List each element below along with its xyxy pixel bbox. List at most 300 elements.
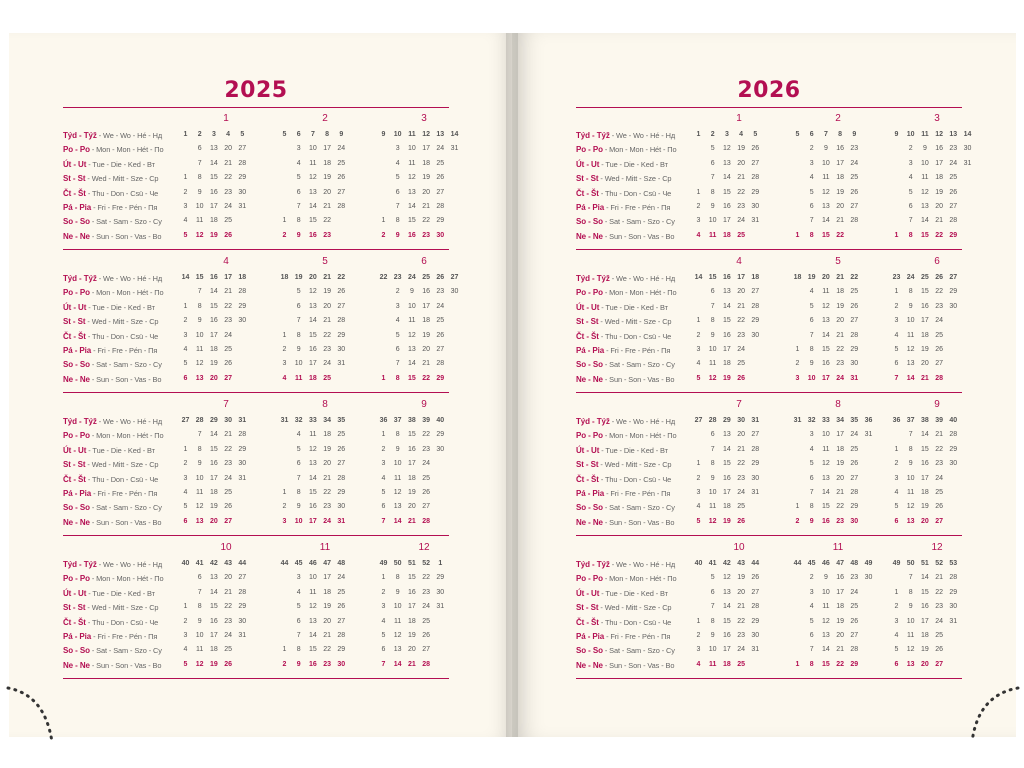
day-label bbox=[576, 475, 671, 484]
day-label-translations: - Mon - Mon - Hét - По bbox=[602, 431, 677, 441]
week-number: 32 bbox=[294, 417, 303, 424]
day-number: 12 bbox=[407, 331, 416, 339]
week-number: 10 bbox=[393, 131, 402, 138]
day-number: 23 bbox=[935, 302, 943, 310]
day-number: 29 bbox=[238, 302, 247, 310]
day-number: 28 bbox=[949, 217, 958, 225]
day-number: 5 bbox=[183, 360, 188, 368]
day-number: 13 bbox=[308, 188, 317, 196]
day-number: 2 bbox=[282, 660, 287, 668]
week-number: 51 bbox=[407, 560, 416, 567]
day-number: 14 bbox=[722, 302, 731, 310]
day-label bbox=[576, 317, 671, 326]
day-number: 29 bbox=[436, 574, 445, 582]
quarter-rule bbox=[576, 678, 962, 679]
week-number: 36 bbox=[864, 417, 873, 424]
day-number: 22 bbox=[737, 317, 745, 325]
day-number: 8 bbox=[197, 445, 202, 453]
day-number: 27 bbox=[850, 632, 859, 639]
day-number: 20 bbox=[224, 145, 232, 153]
day-label-primary: Út - Ut bbox=[576, 159, 600, 169]
day-number: 17 bbox=[722, 646, 731, 654]
day-number: 13 bbox=[821, 632, 830, 639]
day-number: 18 bbox=[209, 346, 218, 353]
day-number: 1 bbox=[696, 617, 701, 625]
day-number: 7 bbox=[908, 217, 913, 225]
day-number: 9 bbox=[197, 188, 202, 196]
day-label-translations: - Wed - Mitt - Sze - Ср bbox=[85, 603, 159, 613]
day-label-primary: Týd - Týž bbox=[63, 560, 97, 569]
day-number: 10 bbox=[407, 145, 416, 153]
day-number: 18 bbox=[209, 489, 218, 496]
month-number: 8 bbox=[322, 399, 328, 410]
day-label-primary: Po - Po bbox=[63, 431, 90, 441]
day-number: 1 bbox=[183, 302, 188, 310]
week-number: 14 bbox=[694, 274, 703, 281]
day-number: 4 bbox=[809, 288, 814, 296]
day-number: 5 bbox=[381, 489, 386, 496]
day-number: 26 bbox=[935, 503, 943, 511]
day-number: 24 bbox=[949, 159, 958, 167]
month-number: 6 bbox=[421, 256, 427, 267]
day-number: 5 bbox=[296, 445, 301, 453]
day-number: 2 bbox=[183, 317, 188, 325]
week-number: 9 bbox=[894, 131, 899, 138]
day-label-primary: Týd - Týž bbox=[576, 417, 610, 426]
week-number: 11 bbox=[408, 131, 416, 138]
day-number: 22 bbox=[323, 217, 331, 225]
day-number: 8 bbox=[395, 431, 400, 439]
day-number: 15 bbox=[407, 217, 416, 225]
day-number: 28 bbox=[238, 431, 247, 439]
day-number: 18 bbox=[722, 231, 731, 239]
day-number: 1 bbox=[183, 174, 188, 182]
day-number: 21 bbox=[737, 603, 745, 611]
day-number: 3 bbox=[282, 360, 287, 368]
day-label bbox=[576, 503, 675, 512]
week-number: 8 bbox=[325, 131, 330, 138]
day-number: 17 bbox=[836, 431, 844, 439]
day-number: 26 bbox=[337, 174, 346, 182]
day-label-translations: - Thu - Don - Csü - Че bbox=[598, 474, 672, 484]
week-number: 21 bbox=[836, 274, 844, 281]
day-number: 23 bbox=[323, 346, 331, 353]
week-number: 27 bbox=[949, 274, 958, 281]
day-number: 28 bbox=[935, 374, 943, 382]
day-number: 15 bbox=[920, 445, 929, 453]
day-number: 14 bbox=[407, 360, 416, 368]
day-label-primary: Ne - Ne bbox=[576, 660, 603, 670]
day-number: 29 bbox=[751, 188, 760, 196]
day-label-primary: Pá - Pia bbox=[576, 632, 605, 641]
day-number: 11 bbox=[709, 360, 717, 368]
day-number: 22 bbox=[836, 503, 844, 511]
day-number: 26 bbox=[949, 188, 958, 196]
day-number: 20 bbox=[323, 617, 331, 625]
day-number: 17 bbox=[209, 203, 218, 210]
day-number: 2 bbox=[795, 517, 800, 525]
quarter-rule bbox=[576, 392, 962, 393]
day-number: 4 bbox=[696, 360, 701, 368]
day-label-translations: - Thu - Don - Csü - Че bbox=[598, 331, 672, 341]
day-number: 18 bbox=[209, 217, 218, 225]
day-number: 7 bbox=[296, 203, 301, 210]
day-label-translations: - We - Wo - Hé - Нд bbox=[96, 417, 163, 426]
day-number: 4 bbox=[696, 660, 701, 668]
day-number: 30 bbox=[949, 460, 958, 468]
day-label bbox=[576, 346, 670, 355]
day-number: 26 bbox=[850, 302, 859, 310]
day-number: 7 bbox=[296, 474, 301, 482]
day-number: 22 bbox=[935, 588, 943, 596]
day-number: 18 bbox=[422, 317, 430, 325]
day-number: 9 bbox=[197, 460, 202, 468]
week-number: 28 bbox=[195, 417, 204, 424]
day-number: 18 bbox=[407, 474, 416, 482]
day-number: 22 bbox=[836, 660, 844, 668]
day-label bbox=[576, 618, 671, 627]
day-number: 29 bbox=[850, 503, 859, 511]
day-number: 31 bbox=[751, 646, 760, 654]
day-number: 1 bbox=[696, 317, 701, 325]
day-label-primary: Út - Ut bbox=[576, 588, 600, 598]
day-number: 20 bbox=[407, 646, 416, 654]
week-number: 14 bbox=[450, 131, 459, 138]
day-number: 5 bbox=[894, 346, 899, 353]
day-number: 27 bbox=[436, 346, 445, 353]
day-number: 4 bbox=[395, 159, 400, 167]
week-number: 20 bbox=[308, 274, 317, 281]
day-label-translations: - Mon - Mon - Hét - По bbox=[602, 574, 677, 584]
day-number: 22 bbox=[422, 574, 430, 582]
week-number: 47 bbox=[323, 560, 331, 567]
day-number: 15 bbox=[308, 489, 317, 496]
day-number: 12 bbox=[708, 517, 717, 525]
day-number: 20 bbox=[737, 588, 745, 596]
day-number: 11 bbox=[921, 174, 929, 182]
day-number: 4 bbox=[696, 503, 701, 511]
day-number: 21 bbox=[323, 203, 331, 210]
quarter-rule bbox=[63, 678, 449, 679]
day-number: 22 bbox=[422, 431, 430, 439]
day-label-translations: - Sat - Sam - Szo - Cy bbox=[89, 360, 162, 370]
day-number: 18 bbox=[308, 374, 317, 382]
day-number: 20 bbox=[737, 159, 745, 167]
day-number: 9 bbox=[908, 460, 913, 468]
day-number: 10 bbox=[906, 617, 915, 625]
week-number: 6 bbox=[296, 131, 301, 138]
day-number: 14 bbox=[920, 217, 929, 225]
day-number: 5 bbox=[809, 617, 814, 625]
week-number: 28 bbox=[708, 417, 717, 424]
day-number: 21 bbox=[407, 517, 416, 525]
day-label bbox=[63, 317, 158, 326]
day-number: 24 bbox=[850, 159, 859, 167]
week-number: 37 bbox=[906, 417, 915, 424]
day-number: 10 bbox=[920, 159, 929, 167]
day-number: 8 bbox=[908, 588, 913, 596]
day-label-primary: Čt - Št bbox=[63, 188, 86, 198]
week-number: 51 bbox=[920, 560, 929, 567]
week-number: 16 bbox=[722, 274, 731, 281]
day-number: 18 bbox=[836, 603, 844, 611]
day-label-primary: Út - Ut bbox=[576, 445, 600, 455]
day-number: 25 bbox=[337, 431, 346, 439]
week-number: 9 bbox=[852, 131, 857, 138]
day-number: 3 bbox=[795, 374, 800, 382]
day-number: 6 bbox=[809, 203, 814, 210]
day-number: 8 bbox=[908, 445, 913, 453]
quarter-rule bbox=[63, 535, 449, 536]
day-number: 8 bbox=[296, 217, 301, 225]
day-number: 28 bbox=[238, 588, 247, 596]
day-number: 29 bbox=[751, 617, 760, 625]
day-number: 21 bbox=[422, 360, 430, 368]
day-label-primary: Po - Po bbox=[576, 431, 603, 441]
day-number: 3 bbox=[894, 474, 899, 482]
week-number: 34 bbox=[323, 417, 331, 424]
week-number: 29 bbox=[209, 417, 218, 424]
day-number: 15 bbox=[722, 460, 731, 468]
day-number: 8 bbox=[296, 331, 301, 339]
day-number: 31 bbox=[238, 474, 247, 482]
day-number: 4 bbox=[809, 603, 814, 611]
day-number: 25 bbox=[422, 617, 430, 625]
day-number: 14 bbox=[722, 174, 731, 182]
day-number: 2 bbox=[282, 231, 287, 239]
week-number: 19 bbox=[294, 274, 303, 281]
day-number: 16 bbox=[722, 203, 731, 210]
day-label bbox=[576, 131, 675, 140]
week-number: 25 bbox=[920, 274, 929, 281]
day-number: 22 bbox=[737, 617, 745, 625]
day-number: 11 bbox=[196, 217, 204, 225]
day-number: 10 bbox=[906, 317, 915, 325]
day-number: 9 bbox=[296, 231, 301, 239]
day-label-primary: So - So bbox=[63, 503, 90, 513]
day-number: 10 bbox=[906, 474, 915, 482]
day-label-primary: Pá - Pia bbox=[63, 346, 92, 355]
week-number: 29 bbox=[722, 417, 731, 424]
day-number: 5 bbox=[296, 603, 301, 611]
day-label-primary: Pá - Pia bbox=[63, 203, 92, 212]
week-number: 50 bbox=[393, 560, 402, 567]
week-number: 48 bbox=[337, 560, 346, 567]
day-number: 19 bbox=[323, 174, 331, 182]
day-label-translations: - Tue - Die - Ked - Вт bbox=[86, 159, 155, 169]
day-label-primary: Ne - Ne bbox=[63, 231, 90, 241]
week-number: 52 bbox=[422, 560, 430, 567]
day-number: 20 bbox=[836, 632, 844, 639]
week-number: 18 bbox=[280, 274, 289, 281]
day-number: 29 bbox=[238, 603, 247, 611]
day-number: 19 bbox=[323, 603, 331, 611]
day-number: 25 bbox=[737, 660, 745, 668]
week-number: 18 bbox=[238, 274, 247, 281]
day-label-primary: Ne - Ne bbox=[63, 660, 90, 670]
day-number: 7 bbox=[381, 517, 386, 525]
day-number: 24 bbox=[836, 374, 844, 382]
day-number: 16 bbox=[722, 474, 731, 482]
day-number: 27 bbox=[949, 203, 958, 210]
day-number: 24 bbox=[850, 588, 859, 596]
day-number: 31 bbox=[864, 431, 873, 439]
day-number: 24 bbox=[737, 646, 745, 654]
day-label-primary: Týd - Týž bbox=[63, 417, 97, 426]
week-number: 9 bbox=[339, 131, 344, 138]
day-number: 11 bbox=[294, 374, 303, 382]
week-number: 35 bbox=[850, 417, 859, 424]
week-number: 32 bbox=[807, 417, 816, 424]
day-number: 14 bbox=[209, 588, 218, 596]
day-number: 5 bbox=[296, 174, 301, 182]
day-number: 5 bbox=[696, 517, 701, 525]
day-number: 1 bbox=[381, 574, 386, 582]
day-number: 12 bbox=[308, 603, 317, 611]
day-number: 15 bbox=[722, 317, 731, 325]
day-number: 1 bbox=[696, 188, 701, 196]
day-number: 8 bbox=[710, 317, 715, 325]
day-number: 15 bbox=[308, 331, 317, 339]
day-number: 26 bbox=[850, 460, 859, 468]
month-number: 7 bbox=[736, 399, 742, 410]
week-number: 7 bbox=[823, 131, 828, 138]
day-label-primary: Po - Po bbox=[576, 288, 603, 298]
day-number: 19 bbox=[209, 360, 218, 368]
week-number: 41 bbox=[708, 560, 717, 567]
day-label bbox=[576, 661, 674, 670]
day-number: 3 bbox=[894, 617, 899, 625]
day-label bbox=[63, 632, 157, 641]
month-number: 3 bbox=[934, 113, 940, 124]
day-number: 19 bbox=[836, 188, 844, 196]
day-number: 14 bbox=[209, 288, 218, 296]
day-number: 7 bbox=[809, 646, 814, 654]
day-number: 11 bbox=[708, 660, 717, 668]
day-number: 9 bbox=[197, 317, 202, 325]
day-number: 16 bbox=[722, 331, 731, 339]
day-label-translations: - Fri - Fre - Pén - Пя bbox=[91, 632, 158, 641]
day-number: 18 bbox=[836, 174, 844, 182]
day-number: 16 bbox=[209, 188, 218, 196]
quarter-block bbox=[63, 253, 459, 391]
day-label-translations: - Mon - Mon - Hét - По bbox=[89, 145, 164, 155]
day-number: 14 bbox=[308, 203, 317, 210]
day-label-primary: Po - Po bbox=[576, 574, 603, 584]
day-number: 23 bbox=[935, 460, 943, 468]
day-number: 24 bbox=[323, 517, 331, 525]
day-number: 8 bbox=[710, 460, 715, 468]
day-number: 15 bbox=[722, 617, 731, 625]
day-number: 21 bbox=[836, 217, 844, 225]
day-number: 19 bbox=[209, 660, 218, 668]
quarter-rule bbox=[576, 249, 962, 250]
day-label-translations: - Tue - Die - Ked - Вт bbox=[599, 588, 668, 598]
day-number: 19 bbox=[407, 489, 416, 496]
week-number: 44 bbox=[280, 560, 289, 567]
day-label-translations: - Tue - Die - Ked - Вт bbox=[86, 445, 155, 455]
day-number: 7 bbox=[296, 632, 301, 639]
day-number: 3 bbox=[282, 517, 287, 525]
day-number: 20 bbox=[935, 203, 943, 210]
day-number: 26 bbox=[224, 360, 232, 368]
day-number: 20 bbox=[920, 660, 929, 668]
day-number: 2 bbox=[894, 603, 899, 611]
day-number: 21 bbox=[836, 646, 844, 654]
day-number: 25 bbox=[224, 346, 232, 353]
day-number: 25 bbox=[935, 331, 943, 339]
day-label-translations: - Thu - Don - Csü - Че bbox=[85, 331, 159, 341]
week-number: 36 bbox=[892, 417, 901, 424]
day-number: 19 bbox=[836, 617, 844, 625]
day-number: 10 bbox=[708, 217, 717, 225]
day-number: 18 bbox=[407, 617, 416, 625]
day-number: 2 bbox=[696, 632, 701, 639]
day-label-primary: So - So bbox=[63, 360, 90, 370]
day-number: 1 bbox=[894, 231, 899, 239]
month-number: 9 bbox=[421, 399, 427, 410]
week-number: 23 bbox=[393, 274, 402, 281]
day-label-translations: - Fri - Fre - Pén - Пя bbox=[91, 346, 158, 355]
day-number: 30 bbox=[337, 503, 346, 511]
day-number: 6 bbox=[381, 503, 386, 511]
day-number: 23 bbox=[422, 588, 430, 596]
day-number: 15 bbox=[407, 374, 416, 382]
day-number: 8 bbox=[809, 231, 814, 239]
day-number: 7 bbox=[197, 588, 202, 596]
day-number: 26 bbox=[224, 231, 232, 239]
day-number: 27 bbox=[751, 288, 760, 296]
day-number: 18 bbox=[935, 174, 943, 182]
day-number: 11 bbox=[309, 159, 317, 167]
day-number: 22 bbox=[224, 174, 232, 182]
day-number: 24 bbox=[737, 489, 745, 496]
day-number: 1 bbox=[696, 460, 701, 468]
month-number: 2 bbox=[322, 113, 328, 124]
day-number: 31 bbox=[337, 360, 346, 368]
day-number: 29 bbox=[238, 445, 247, 453]
day-number: 2 bbox=[282, 346, 287, 353]
day-number: 6 bbox=[296, 617, 301, 625]
day-number: 20 bbox=[422, 188, 430, 196]
day-number: 14 bbox=[906, 374, 915, 382]
day-label bbox=[576, 217, 675, 226]
day-number: 6 bbox=[395, 188, 400, 196]
day-number: 2 bbox=[282, 503, 287, 511]
week-number: 26 bbox=[436, 274, 445, 281]
day-number: 18 bbox=[722, 660, 731, 668]
day-number: 17 bbox=[920, 317, 929, 325]
day-number: 25 bbox=[737, 360, 745, 368]
week-number: 38 bbox=[407, 417, 416, 424]
day-number: 23 bbox=[836, 517, 844, 525]
day-number: 18 bbox=[722, 360, 731, 368]
day-number: 25 bbox=[323, 374, 331, 382]
day-label-primary: Pá - Pia bbox=[63, 489, 92, 498]
day-number: 7 bbox=[710, 445, 715, 453]
day-label bbox=[576, 574, 677, 583]
day-number: 28 bbox=[850, 646, 859, 654]
day-label bbox=[63, 618, 158, 627]
day-number: 12 bbox=[821, 188, 830, 196]
day-number: 26 bbox=[422, 489, 430, 496]
day-number: 29 bbox=[337, 646, 346, 654]
day-label bbox=[576, 446, 668, 455]
quarter-block bbox=[576, 539, 962, 677]
day-number: 18 bbox=[323, 431, 331, 439]
day-number: 28 bbox=[850, 331, 859, 339]
day-label-translations: - Thu - Don - Csü - Че bbox=[598, 617, 672, 627]
